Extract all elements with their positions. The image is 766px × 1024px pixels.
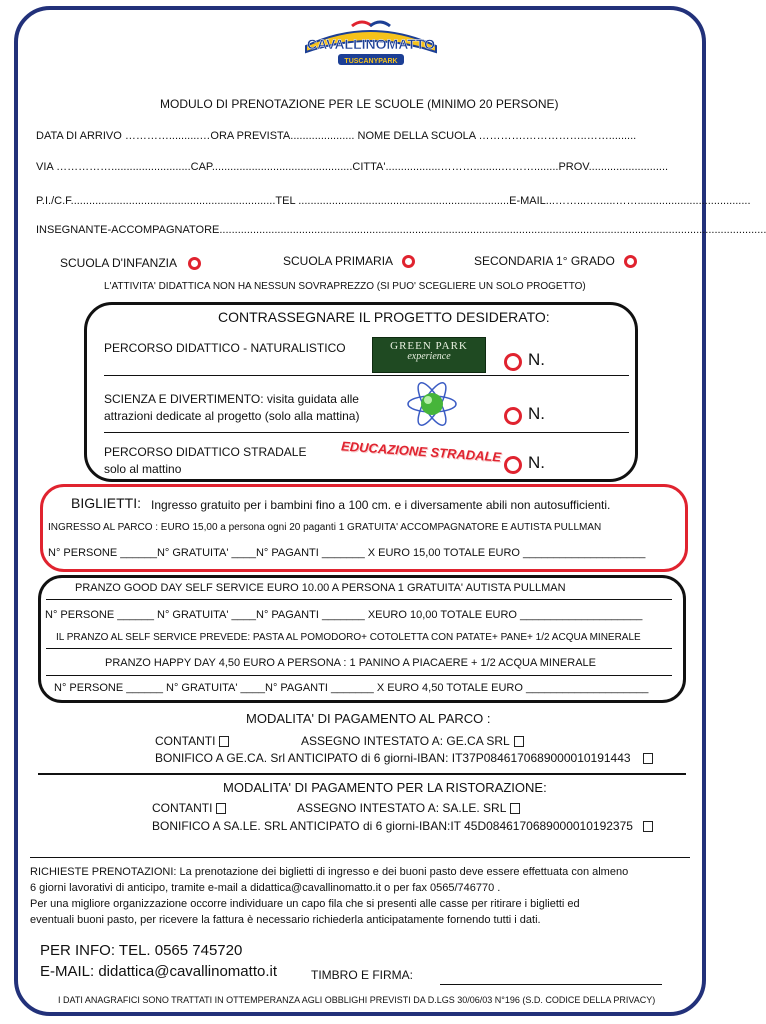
payment-food-heading: MODALITA' DI PAGAMENTO PER LA RISTORAZIONE: (223, 780, 547, 795)
project-naturalistic-label: PERCORSO DIDATTICO - NATURALISTICO (104, 341, 346, 355)
payment-park-transfer[interactable] (155, 751, 653, 765)
logo-sub-text: TUSCANYPARK (344, 58, 398, 65)
payment-food-cash[interactable] (152, 801, 226, 815)
lunch-good-day: PRANZO GOOD DAY SELF SERVICE EURO 10.00 A PERSONA 1 GRATUITA' AUTISTA PULLMAN (75, 582, 566, 594)
payment-park-transfer-label: BONIFICO A GE.CA. Srl ANTICIPATO di 6 giorni-IBAN: IT37P0846170689000010191443 (155, 751, 631, 765)
project-science-line1: SCIENZA E DIVERTIMENTO: visita guidata alle (104, 392, 359, 406)
signature-line[interactable] (440, 984, 662, 985)
stamp-signature-label: TIMBRO E FIRMA: (311, 968, 413, 982)
option-infanzia-label: SCUOLA D'INFANZIA (60, 256, 177, 270)
requests-line2: 6 giorni lavorativi di anticipo, tramite e-mail a didattica@cavallinomatto.it o per fax 0565/746770 . (30, 882, 501, 894)
project-naturalistic-radio[interactable] (504, 353, 522, 371)
divider (46, 648, 672, 649)
project-science-radio[interactable] (504, 407, 522, 425)
option-primaria-label: SCUOLA PRIMARIA (283, 254, 393, 268)
lunch-good-day-calc[interactable]: N° PERSONE ______ N° GRATUITA' ____N° PAGANTI _______ XEURO 10,00 TOTALE EURO ____________________ (45, 609, 643, 621)
checkbox[interactable] (643, 821, 653, 832)
divider (104, 432, 629, 433)
project-road-n: N. (528, 453, 545, 472)
checkbox[interactable] (216, 803, 226, 814)
cavallinomatto-logo (300, 18, 442, 68)
educazione-stradale-logo: EDUCAZIONE STRADALE (340, 438, 502, 465)
atom-icon (405, 380, 459, 428)
green-park-logo-line2: experience (407, 351, 451, 362)
checkbox[interactable] (219, 736, 229, 747)
tickets-label: BIGLIETTI: (71, 495, 142, 511)
green-park-logo-line1: GREEN PARK (390, 340, 468, 352)
divider (46, 675, 672, 676)
divider (38, 773, 686, 775)
payment-park-cash[interactable] (155, 734, 229, 748)
privacy-note: I DATI ANAGRAFICI SONO TRATTATI IN OTTEMPERANZA AGLI OBBLIGHI PREVISTI DA D.LGS 30/06/03 N°196 (S.D. CODICE DELLA PRIVACY) (58, 995, 656, 1005)
tickets-price-line: INGRESSO AL PARCO : EURO 15,00 a persona ogni 20 paganti 1 GRATUITA' ACCOMPAGNATORE E AUTISTA PULLMAN (48, 522, 602, 533)
circle-radio-icon[interactable] (188, 257, 201, 270)
option-primaria[interactable] (283, 254, 415, 268)
logo-brand-text: CAVALLINOMATTO (306, 36, 436, 52)
payment-park-cheque[interactable] (301, 734, 524, 748)
payment-food-transfer-label: BONIFICO A SA.LE. SRL ANTICIPATO di 6 giorni-IBAN:IT 45D0846170689000010192375 (152, 819, 633, 833)
project-road-line1: PERCORSO DIDATTICO STRADALE (104, 445, 307, 459)
project-naturalistic-n: N. (528, 350, 545, 369)
checkbox[interactable] (514, 736, 524, 747)
lunch-happy-day: PRANZO HAPPY DAY 4,50 EURO A PERSONA : 1 PANINO A PIACAERE + 1/2 ACQUA MINERALE (105, 657, 597, 669)
info-email[interactable]: E-MAIL: didattica@cavallinomatto.it (40, 963, 277, 980)
project-heading: CONTRASSEGNARE IL PROGETTO DESIDERATO: (218, 309, 550, 325)
circle-radio-icon[interactable] (402, 255, 415, 268)
activity-note: L'ATTIVITA' DIDATTICA NON HA NESSUN SOVRAPREZZO (SI PUO' SCEGLIERE UN SOLO PROGETTO) (104, 281, 586, 292)
divider (104, 375, 629, 376)
option-secondaria[interactable] (474, 254, 637, 268)
project-road-radio[interactable] (504, 456, 522, 474)
circle-radio-icon[interactable] (624, 255, 637, 268)
tickets-free-note: Ingresso gratuito per i bambini fino a 100 cm. e i diversamente abili non autosufficienti. (151, 498, 611, 512)
field-row-teacher[interactable]: INSEGNANTE-ACCOMPAGNATORE................................................................................................................................................................................... (36, 224, 766, 236)
field-row-address[interactable]: VIA ……………..........................CAP..............................................CITTA'..................……….........………........PROV.......................... (36, 161, 669, 173)
field-row-contacts[interactable]: P.I./C.F...................................................................TEL .....................................................................E-MAIL...……...…......……..................................... (36, 195, 751, 207)
checkbox[interactable] (643, 753, 653, 764)
payment-park-heading: MODALITA' DI PAGAMENTO AL PARCO : (246, 711, 491, 726)
divider (46, 599, 672, 600)
green-park-logo (372, 337, 486, 373)
payment-food-transfer[interactable] (152, 819, 653, 833)
option-infanzia[interactable] (60, 256, 201, 270)
requests-line4: eventuali buoni pasto, per ricevere la fattura è necessario richiederla anticipatamente fornendo tutti i dati. (30, 914, 541, 926)
requests-line3: Per una migliore organizzazione occorre individuare un capo fila che si presenti alle casse per ritirare i biglietti ed (30, 898, 580, 910)
checkbox[interactable] (510, 803, 520, 814)
project-science-line2: attrazioni dedicate al progetto (solo alla mattina) (104, 409, 360, 423)
payment-food-cheque-label: ASSEGNO INTESTATO A: SA.LE. SRL (297, 801, 507, 815)
payment-park-cash-label: CONTANTI (155, 734, 216, 748)
lunch-happy-day-calc[interactable]: N° PERSONE ______ N° GRATUITA' ____N° PAGANTI _______ X EURO 4,50 TOTALE EURO ____________________ (54, 682, 649, 694)
tickets-calc-line[interactable]: N° PERSONE ______N° GRATUITA' ____N° PAGANTI _______ X EURO 15,00 TOTALE EURO ____________________ (48, 547, 646, 559)
field-row-arrival[interactable]: DATA DI ARRIVO …………..........…ORA PREVISTA..................... NOME DELLA SCUOLA ………….……………..……......... (36, 130, 637, 142)
requests-line1: RICHIESTE PRENOTAZIONI: La prenotazione dei biglietti di ingresso e dei buoni pasto deve essere effettuata con almeno (30, 866, 629, 878)
project-road-line2: solo al mattino (104, 462, 182, 476)
option-secondaria-label: SECONDARIA 1° GRADO (474, 254, 615, 268)
payment-food-cheque[interactable] (297, 801, 520, 815)
divider (30, 857, 690, 858)
info-tel: PER INFO: TEL. 0565 745720 (40, 942, 243, 959)
form-title: MODULO DI PRENOTAZIONE PER LE SCUOLE (MINIMO 20 PERSONE) (160, 97, 559, 111)
project-science-n: N. (528, 404, 545, 423)
lunch-good-day-menu: IL PRANZO AL SELF SERVICE PREVEDE: PASTA AL POMODORO+ COTOLETTA CON PATATE+ PANE+ 1/2 ACQUA MINERALE (56, 632, 641, 643)
payment-park-cheque-label: ASSEGNO INTESTATO A: GE.CA SRL (301, 734, 510, 748)
payment-food-cash-label: CONTANTI (152, 801, 213, 815)
